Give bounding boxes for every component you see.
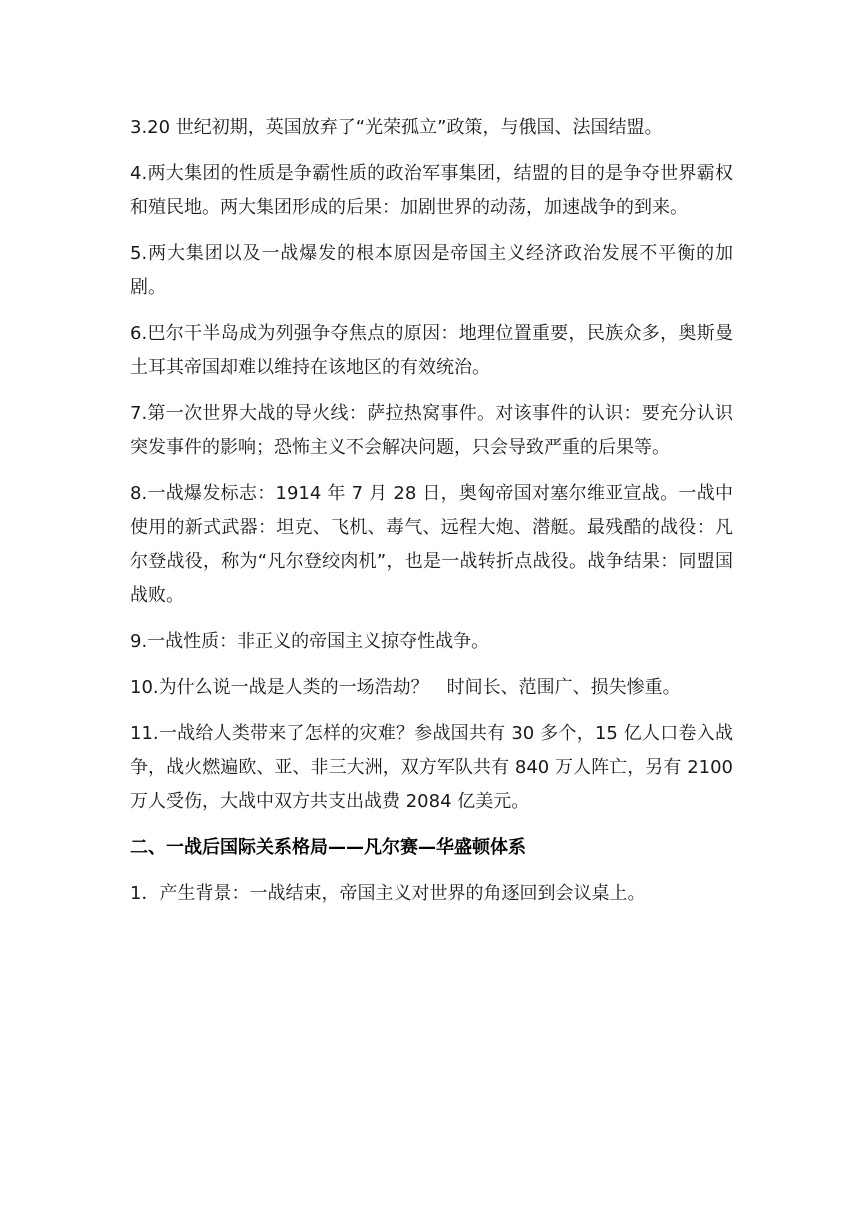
paragraph-item-6: 6.巴尔干半岛成为列强争夺焦点的原因：地理位置重要，民族众多，奥斯曼土耳其帝国却难以维持在该地区的有效统治。 xyxy=(130,323,733,378)
document-body xyxy=(130,111,733,923)
paragraph-item-7: 7.第一次世界大战的导火线：萨拉热窝事件。对该事件的认识：要充分认识突发事件的影响；恐怖主义不会解决问题，只会导致严重的后果等。 xyxy=(130,403,733,458)
section-heading: 二、一战后国际关系格局——凡尔赛—华盛顿体系 xyxy=(130,837,526,858)
paragraph-item-5: 5.两大集团以及一战爆发的根本原因是帝国主义经济政治发展不平衡的加剧。 xyxy=(130,243,733,298)
paragraph-item-10: 10.为什么说一战是人类的一场浩劫？ 时间长、范围广、损失惨重。 xyxy=(130,677,681,698)
paragraph-item-11: 11.一战给人类带来了怎样的灾难？参战国共有 30 多个，15 亿人口卷入战争，战火燃遍欧、亚、非三大洲，双方军队共有 840 万人阵亡，另有 2100 万人受伤，大战中双方共支出战费 2084 亿美元。 xyxy=(130,723,733,812)
paragraph-item-3: 3.20 世纪初期，英国放弃了“光荣孤立”政策，与俄国、法国结盟。 xyxy=(130,117,663,138)
section-paragraph-1: 1．产生背景：一战结束，帝国主义对世界的角逐回到会议桌上。 xyxy=(130,883,646,904)
paragraph-item-8: 8.一战爆发标志：1914 年 7 月 28 日，奥匈帝国对塞尔维亚宣战。一战中使用的新式武器：坦克、飞机、毒气、远程大炮、潜艇。最残酷的战役：凡尔登战役，称为“凡尔登绞肉机”，也是一战转折点战役。战争结果：同盟国战败。 xyxy=(130,483,733,606)
paragraph-item-4: 4.两大集团的性质是争霸性质的政治军事集团，结盟的目的是争夺世界霸权和殖民地。两大集团形成的后果：加剧世界的动荡，加速战争的到来。 xyxy=(130,163,733,218)
paragraph-item-9: 9.一战性质：非正义的帝国主义掠夺性战争。 xyxy=(130,631,490,652)
